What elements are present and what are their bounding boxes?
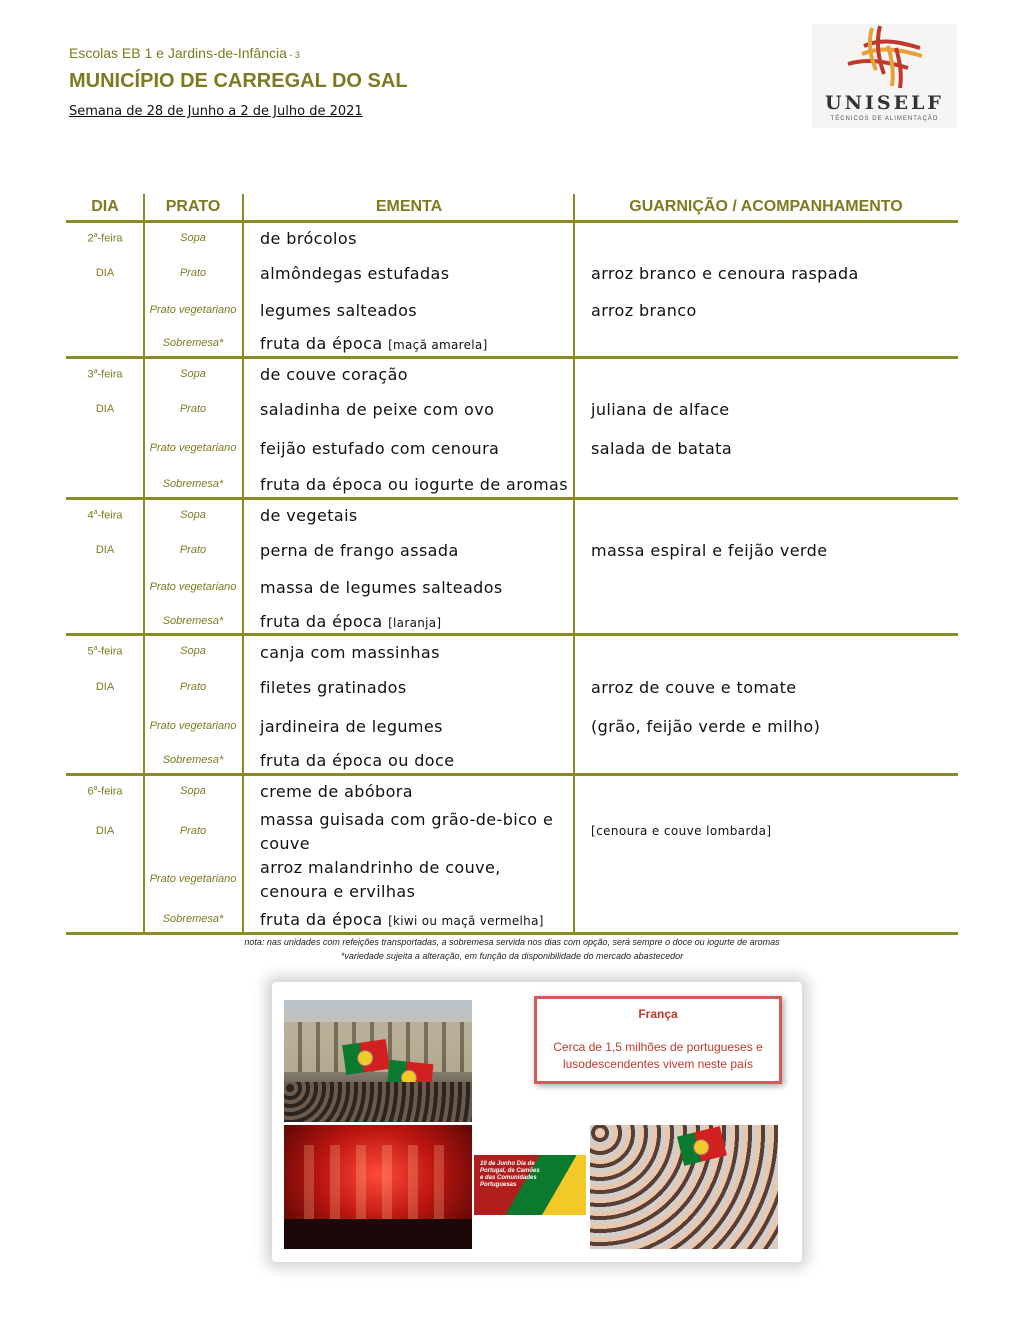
school-subtitle-text: Escolas EB 1 e Jardins-de-Infância bbox=[69, 45, 287, 61]
school-subtitle-suffix: - 3 bbox=[286, 50, 300, 60]
photo-paris-flags bbox=[284, 1000, 472, 1122]
col-divider-2 bbox=[242, 194, 244, 934]
sobremesa-label: Sobremesa* bbox=[162, 337, 224, 349]
sobremesa-label: Sobremesa* bbox=[162, 913, 224, 925]
prato-label: Prato bbox=[179, 544, 207, 556]
veg-side: salada de batata bbox=[591, 439, 733, 458]
veg-side: arroz branco bbox=[591, 301, 697, 320]
header-dia: DIA bbox=[91, 198, 119, 215]
day-number: 4 bbox=[87, 509, 94, 522]
prato-label: Prato bbox=[179, 825, 207, 837]
logo-tagline: TÉCNICOS DE ALIMENTAÇÃO bbox=[830, 116, 939, 122]
veg-dish: feijão estufado com cenoura bbox=[260, 439, 500, 458]
prato-label: Prato bbox=[179, 267, 207, 279]
day-label bbox=[66, 509, 144, 522]
sobremesa-label: Sobremesa* bbox=[162, 478, 224, 490]
prato-side: [cenoura e couve lombarda] bbox=[591, 824, 772, 838]
france-text: Cerca de 1,5 milhões de portugueses e lusodescendentes vivem neste país bbox=[553, 1040, 763, 1071]
france-title: França bbox=[638, 1007, 678, 1021]
veg-label: Prato vegetariano bbox=[149, 442, 237, 454]
veg-label: Prato vegetariano bbox=[149, 304, 237, 316]
day-number: 5 bbox=[87, 645, 94, 658]
photo-crowd-flags bbox=[590, 1125, 778, 1249]
portugal-day-collage bbox=[272, 982, 802, 1262]
sopa-label: Sopa bbox=[180, 509, 206, 521]
poster-text: 10 de Junho Dia de Portugal, de Camões e das Comunidades Portuguesas bbox=[480, 1161, 540, 1188]
veg-dish: jardineira de legumes bbox=[260, 717, 443, 736]
hall-arches bbox=[304, 1145, 452, 1221]
hall-audience bbox=[284, 1219, 472, 1249]
sobremesa-text: fruta da época bbox=[260, 612, 383, 631]
sopa-dish: creme de abóbora bbox=[260, 782, 413, 801]
prato-dish: saladinha de peixe com ovo bbox=[260, 400, 495, 419]
sopa-label: Sopa bbox=[180, 785, 206, 797]
sobremesa-note: [kiwi ou maçã vermelha] bbox=[388, 914, 544, 928]
prato-side: massa espiral e feijão verde bbox=[591, 541, 828, 560]
sopa-dish: de vegetais bbox=[260, 506, 358, 525]
col-divider-3 bbox=[573, 194, 575, 934]
sopa-label: Sopa bbox=[180, 232, 206, 244]
sobremesa-dish bbox=[260, 473, 570, 498]
sobremesa-dish bbox=[260, 749, 570, 774]
day-number: 6 bbox=[87, 785, 94, 798]
header-ementa: EMENTA bbox=[375, 198, 443, 215]
sobremesa-dish bbox=[260, 332, 570, 357]
day-ordinal: a bbox=[93, 785, 98, 792]
page-title: MUNICÍPIO DE CARREGAL DO SAL bbox=[69, 70, 408, 92]
day-ordinal: a bbox=[93, 645, 98, 652]
crowd bbox=[284, 1082, 472, 1122]
sobremesa-note: [laranja] bbox=[388, 616, 442, 630]
sobremesa-dish bbox=[260, 908, 570, 933]
sopa-dish: de brócolos bbox=[260, 229, 357, 248]
day-ordinal: a bbox=[93, 368, 98, 375]
sobremesa-text: fruta da época ou doce bbox=[260, 751, 455, 770]
veg-label: Prato vegetariano bbox=[149, 581, 237, 593]
day-label bbox=[66, 368, 144, 381]
veg-dish: massa de legumes salteados bbox=[260, 578, 503, 597]
day-label bbox=[66, 785, 144, 798]
day-suffix: -feira bbox=[97, 368, 123, 381]
prato-dish: almôndegas estufadas bbox=[260, 264, 450, 283]
sobremesa-text: fruta da época ou iogurte de aromas bbox=[260, 475, 568, 494]
sopa-dish: de couve coração bbox=[260, 365, 408, 384]
sobremesa-text: fruta da época bbox=[260, 334, 383, 353]
prato-dish: filetes gratinados bbox=[260, 678, 407, 697]
day-label bbox=[66, 232, 144, 245]
veg-side: (grão, feijão verde e milho) bbox=[591, 717, 821, 736]
portugal-flag-icon bbox=[677, 1126, 727, 1166]
uniself-emblem-icon bbox=[812, 24, 957, 94]
prato-side: arroz de couve e tomate bbox=[591, 678, 797, 697]
sobremesa-text: fruta da época bbox=[260, 910, 383, 929]
prato-label: Prato bbox=[179, 681, 207, 693]
france-info-box bbox=[534, 996, 782, 1084]
week-range: Semana de 28 de Junho a 2 de Julho de 2021 bbox=[69, 104, 363, 119]
uniself-logo bbox=[812, 24, 957, 128]
dia-label: DIA bbox=[95, 681, 115, 693]
school-subtitle bbox=[69, 45, 300, 61]
day-suffix: -feira bbox=[97, 785, 123, 798]
prato-label: Prato bbox=[179, 403, 207, 415]
dia-label: DIA bbox=[95, 544, 115, 556]
sopa-dish: canja com massinhas bbox=[260, 643, 440, 662]
veg-label: Prato vegetariano bbox=[149, 873, 237, 885]
header-guarnicao: GUARNIÇÃO / ACOMPANHAMENTO bbox=[629, 198, 903, 215]
sobremesa-label: Sobremesa* bbox=[162, 615, 224, 627]
prato-dish: massa guisada com grão-de-bico e couve bbox=[260, 810, 554, 853]
day-label bbox=[66, 645, 144, 658]
dia-label: DIA bbox=[95, 825, 115, 837]
veg-dish: arroz malandrinho de couve, cenoura e ervilhas bbox=[260, 858, 501, 901]
veg-label: Prato vegetariano bbox=[149, 720, 237, 732]
note-transported-meals: nota: nas unidades com refeições transportadas, a sobremesa servida nos dias com opção, será sempre o doce ou iogurte de aromas bbox=[244, 937, 780, 947]
sobremesa-label: Sobremesa* bbox=[162, 754, 224, 766]
sobremesa-note: [maçã amarela] bbox=[388, 338, 488, 352]
header-prato: PRATO bbox=[165, 198, 221, 215]
day-suffix: -feira bbox=[97, 232, 123, 245]
portugal-flag-icon bbox=[342, 1039, 390, 1075]
day-number: 3 bbox=[87, 368, 94, 381]
sopa-label: Sopa bbox=[180, 645, 206, 657]
day-ordinal: a bbox=[93, 509, 98, 516]
sopa-label: Sopa bbox=[180, 368, 206, 380]
day-ordinal: a bbox=[93, 232, 98, 239]
poster-dia-de-portugal bbox=[474, 1155, 586, 1215]
prato-dish: perna de frango assada bbox=[260, 541, 459, 560]
dia-label: DIA bbox=[95, 267, 115, 279]
note-availability: *variedade sujeita a alteração, em função da disponibilidade do mercado abastecedor bbox=[340, 951, 684, 961]
day-number: 2 bbox=[87, 232, 94, 245]
sobremesa-dish bbox=[260, 610, 570, 635]
prato-side: arroz branco e cenoura raspada bbox=[591, 264, 859, 283]
day-suffix: -feira bbox=[97, 645, 123, 658]
photo-red-hall bbox=[284, 1125, 472, 1249]
header-rule bbox=[66, 220, 958, 223]
logo-wordmark: UNISELF bbox=[825, 92, 944, 114]
prato-side: juliana de alface bbox=[591, 400, 730, 419]
day-suffix: -feira bbox=[97, 509, 123, 522]
veg-dish: legumes salteados bbox=[260, 301, 418, 320]
dia-label: DIA bbox=[95, 403, 115, 415]
